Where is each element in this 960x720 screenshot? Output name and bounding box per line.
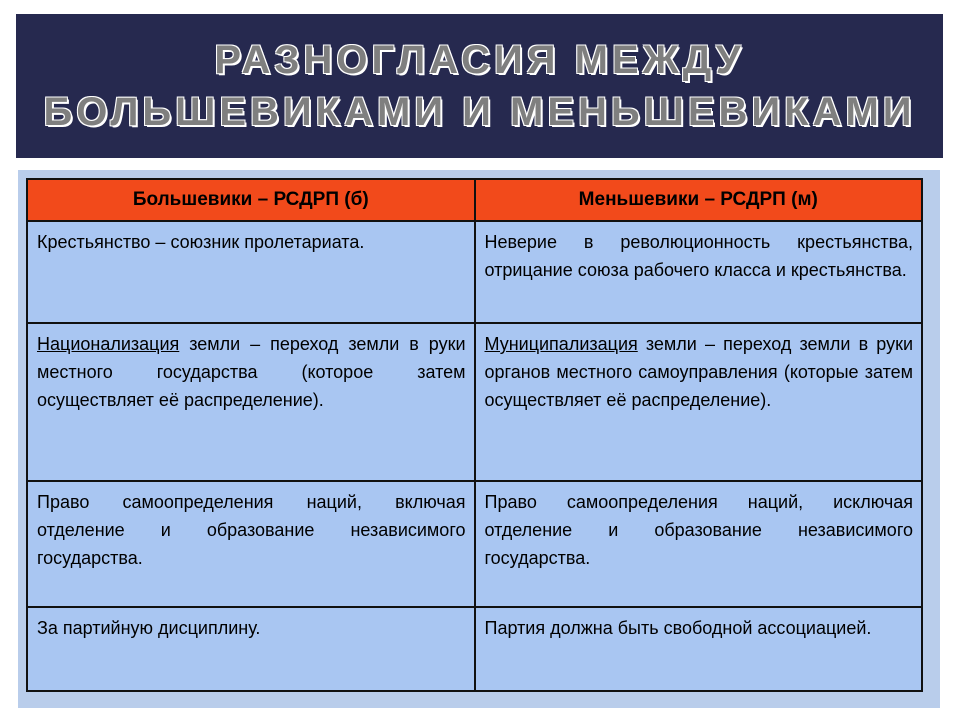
term-nationalization: Национализация (37, 334, 180, 354)
cell-bolsheviks-land (27, 323, 475, 481)
comparison-table-frame (18, 170, 940, 708)
cell-mensheviks-land-text: земли – переход земли в руки органов местного самоуправления (которые затем осуществляет её распределение). (484, 334, 913, 410)
cell-mensheviks-party: Партия должна быть свободной ассоциацией. (475, 607, 923, 691)
comparison-table (26, 178, 923, 692)
slide-title-line-2: БОЛЬШЕВИКАМИ И МЕНЬШЕВИКАМИ (43, 90, 916, 134)
cell-bolsheviks-land-text: земли – переход земли в руки местного государства (которое затем осуществляет её распределение). (37, 334, 466, 410)
table-row (27, 221, 922, 323)
cell-bolsheviks-peasantry: Крестьянство – союзник пролетариата. (27, 221, 475, 323)
table-header-row (27, 179, 922, 221)
table-row (27, 323, 922, 481)
cell-mensheviks-land (475, 323, 923, 481)
table-row (27, 481, 922, 607)
header-bolsheviks: Большевики – РСДРП (б) (27, 179, 475, 221)
header-mensheviks: Меньшевики – РСДРП (м) (475, 179, 923, 221)
cell-mensheviks-nations: Право самоопределения наций, исключая отделение и образование независимого государства. (475, 481, 923, 607)
cell-mensheviks-peasantry: Неверие в революционность крестьянства, отрицание союза рабочего класса и крестьянства. (475, 221, 923, 323)
term-municipalization: Муниципализация (484, 334, 638, 354)
table-row (27, 607, 922, 691)
slide-title-line-1: РАЗНОГЛАСИЯ МЕЖДУ (214, 38, 745, 82)
slide-title-band (16, 14, 943, 158)
cell-bolsheviks-party: За партийную дисциплину. (27, 607, 475, 691)
cell-bolsheviks-nations: Право самоопределения наций, включая отделение и образование независимого государства. (27, 481, 475, 607)
